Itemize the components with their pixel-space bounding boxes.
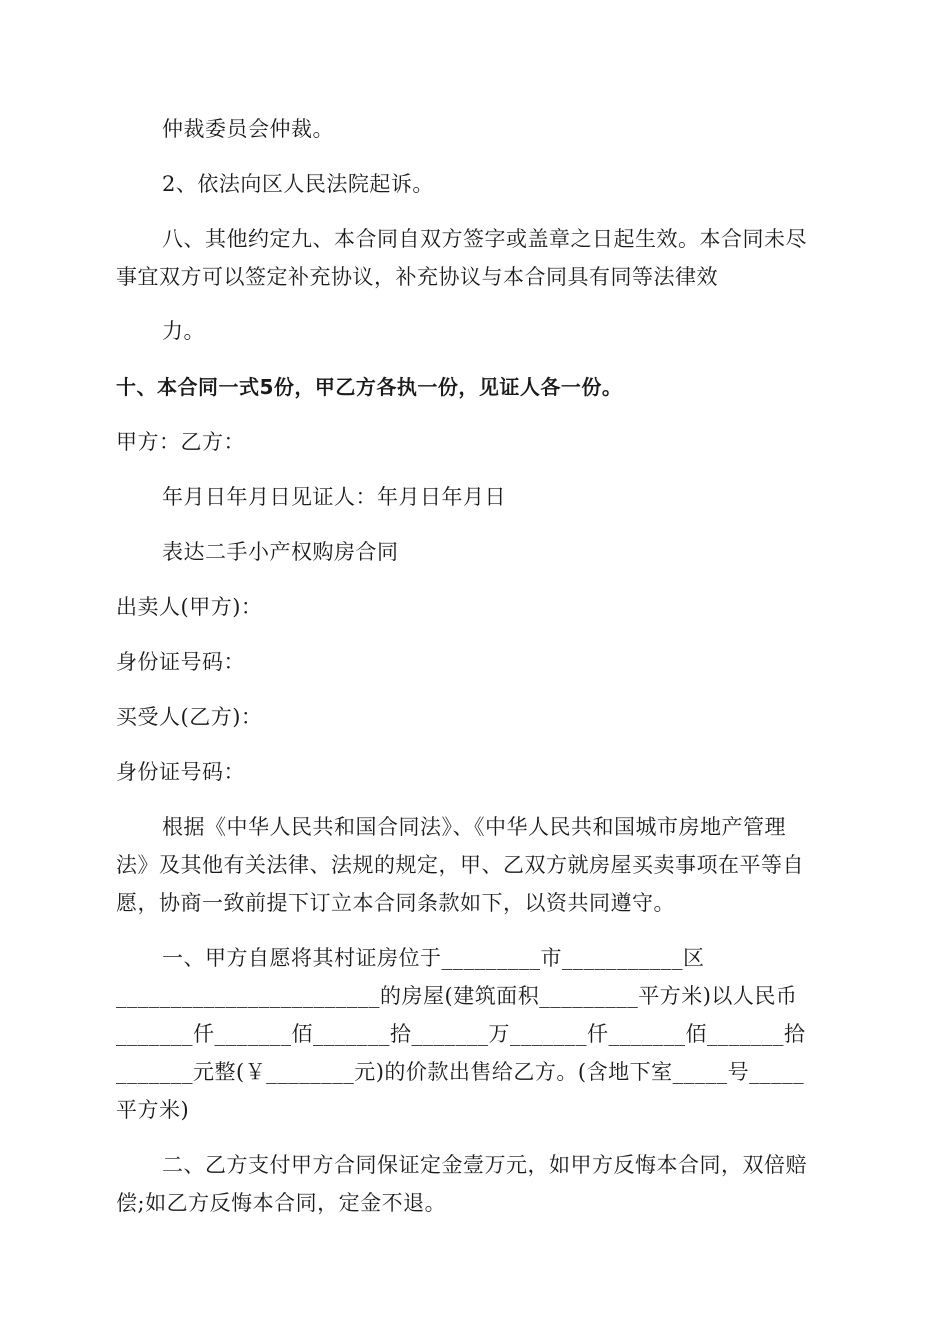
document-title: 表达二手小产权购房合同 [162, 540, 399, 564]
text-line: 八、其他约定九、本合同自双方签字或盖章之日起生效。本合同未尽 [162, 227, 807, 251]
text-line: _______元整(￥________元)的价款出售给乙方。(含地下室_____号_____ [116, 1060, 805, 1084]
text-line: 甲方：乙方： [116, 430, 245, 454]
text-line: 2、依法向区人民法院起诉。 [162, 172, 434, 196]
text-line: 根据《中华人民共和国合同法》、《中华人民共和国城市房地产管理 [162, 815, 786, 839]
text-line: _______仟_______佰_______拾_______万_______仟_______佰_______拾 [116, 1022, 806, 1046]
text-line: 平方米) [116, 1098, 190, 1122]
text-line: 事宜双方可以签定补充协议，补充协议与本合同具有同等法律效 [116, 265, 718, 289]
text-line: 年月日年月日见证人：年月日年月日 [162, 485, 506, 509]
text-line: 二、乙方支付甲方合同保证定金壹万元，如甲方反悔本合同，双倍赔 [162, 1153, 807, 1177]
section-heading: 十、本合同一式5份，甲乙方各执一份，见证人各一份。 [116, 375, 623, 399]
text-line: ________________________的房屋(建筑面积_________平方米)以人民币 [116, 984, 798, 1008]
text-line: 仲裁委员会仲裁。 [162, 117, 334, 141]
text-line: 买受人(乙方)： [116, 705, 263, 729]
text-line: 偿;如乙方反悔本合同，定金不退。 [116, 1191, 447, 1215]
text-line: 身份证号码： [116, 760, 245, 784]
text-line: 力。 [162, 319, 205, 343]
text-line: 法》及其他有关法律、法规的规定，甲、乙双方就房屋买卖事项在平等自 [116, 853, 804, 877]
text-line: 一、甲方自愿将其村证房位于_________市___________区 [162, 946, 705, 970]
text-line: 愿，协商一致前提下订立本合同条款如下，以资共同遵守。 [116, 891, 675, 915]
text-line: 身份证号码： [116, 650, 245, 674]
text-line: 出卖人(甲方)： [116, 595, 263, 619]
